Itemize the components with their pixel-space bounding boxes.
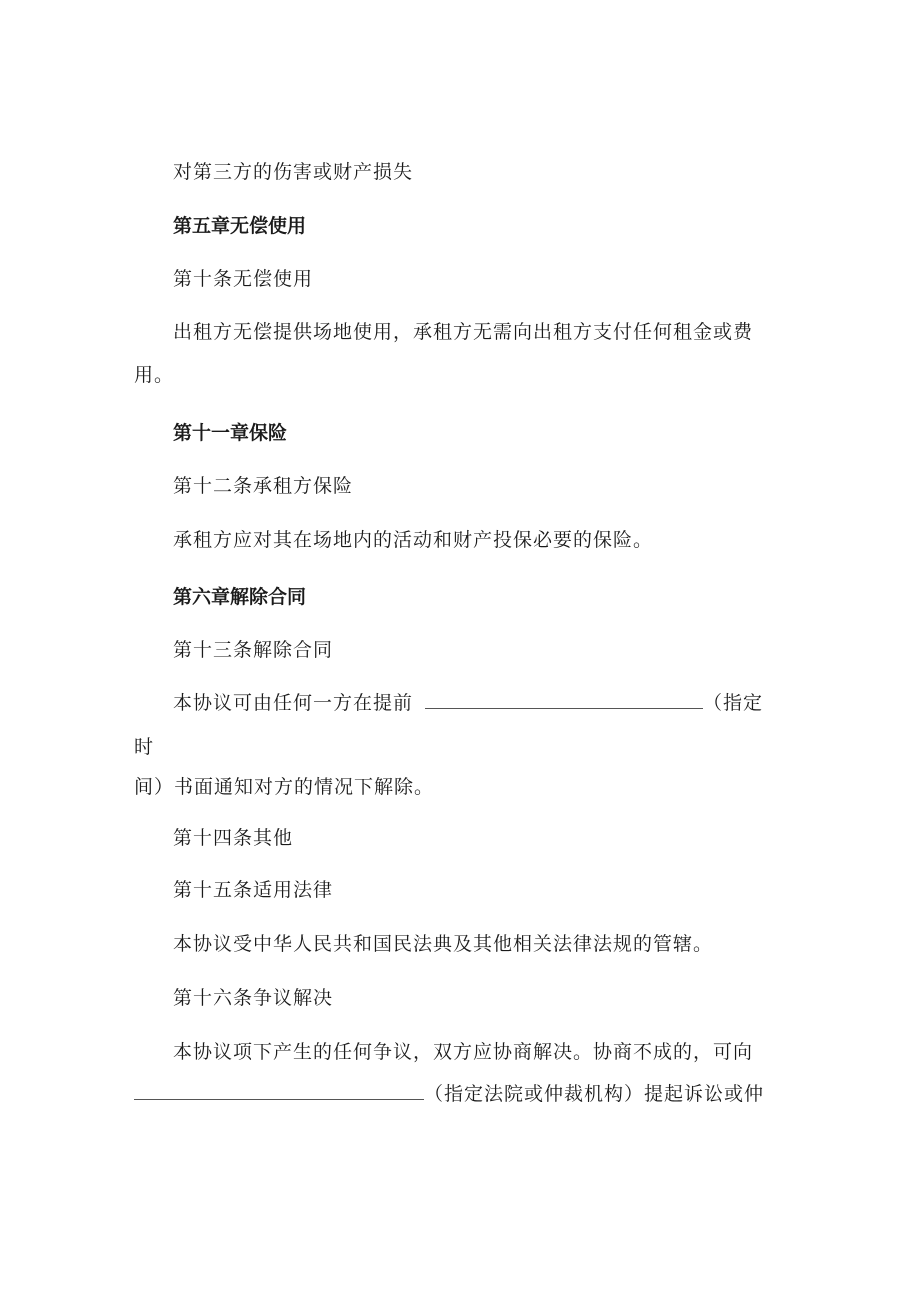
paragraph-line bbox=[173, 691, 763, 715]
article-title: 第十三条解除合同 bbox=[173, 639, 334, 661]
paragraph-line: 间）书面通知对方的情况下解除。 bbox=[134, 776, 435, 798]
text-line: 对第三方的伤害或财产损失 bbox=[173, 161, 414, 183]
paragraph-text: （指定 bbox=[703, 692, 764, 714]
paragraph-line: 出租方无偿提供场地使用，承租方无需向出租方支付任何租金或费 bbox=[173, 321, 754, 343]
chapter-heading: 第五章无偿使用 bbox=[173, 215, 307, 237]
fill-in-blank[interactable] bbox=[134, 1085, 424, 1100]
fill-in-blank[interactable] bbox=[425, 694, 703, 709]
article-title: 第十二条承租方保险 bbox=[173, 475, 354, 497]
paragraph-text: （指定法院或仲裁机构）提起诉讼或仲 bbox=[424, 1083, 765, 1105]
paragraph-line: 本协议项下产生的任何争议，双方应协商解决。协商不成的，可向 bbox=[173, 1041, 754, 1063]
paragraph-text: 本协议可由任何一方在提前 bbox=[173, 692, 414, 714]
chapter-heading: 第六章解除合同 bbox=[173, 586, 307, 608]
chapter-heading: 第十一章保险 bbox=[173, 422, 288, 444]
article-title: 第十条无偿使用 bbox=[173, 268, 314, 290]
paragraph-line: 承租方应对其在场地内的活动和财产投保必要的保险。 bbox=[173, 529, 654, 551]
article-title: 第十六条争议解决 bbox=[173, 987, 334, 1009]
article-title: 第十四条其他 bbox=[173, 827, 294, 849]
paragraph-line bbox=[134, 1082, 764, 1106]
paragraph-line: 时 bbox=[134, 736, 155, 758]
article-title: 第十五条适用法律 bbox=[173, 879, 334, 901]
paragraph-line: 用。 bbox=[134, 364, 175, 386]
paragraph-line: 本协议受中华人民共和国民法典及其他相关法律法规的管辖。 bbox=[173, 933, 714, 955]
